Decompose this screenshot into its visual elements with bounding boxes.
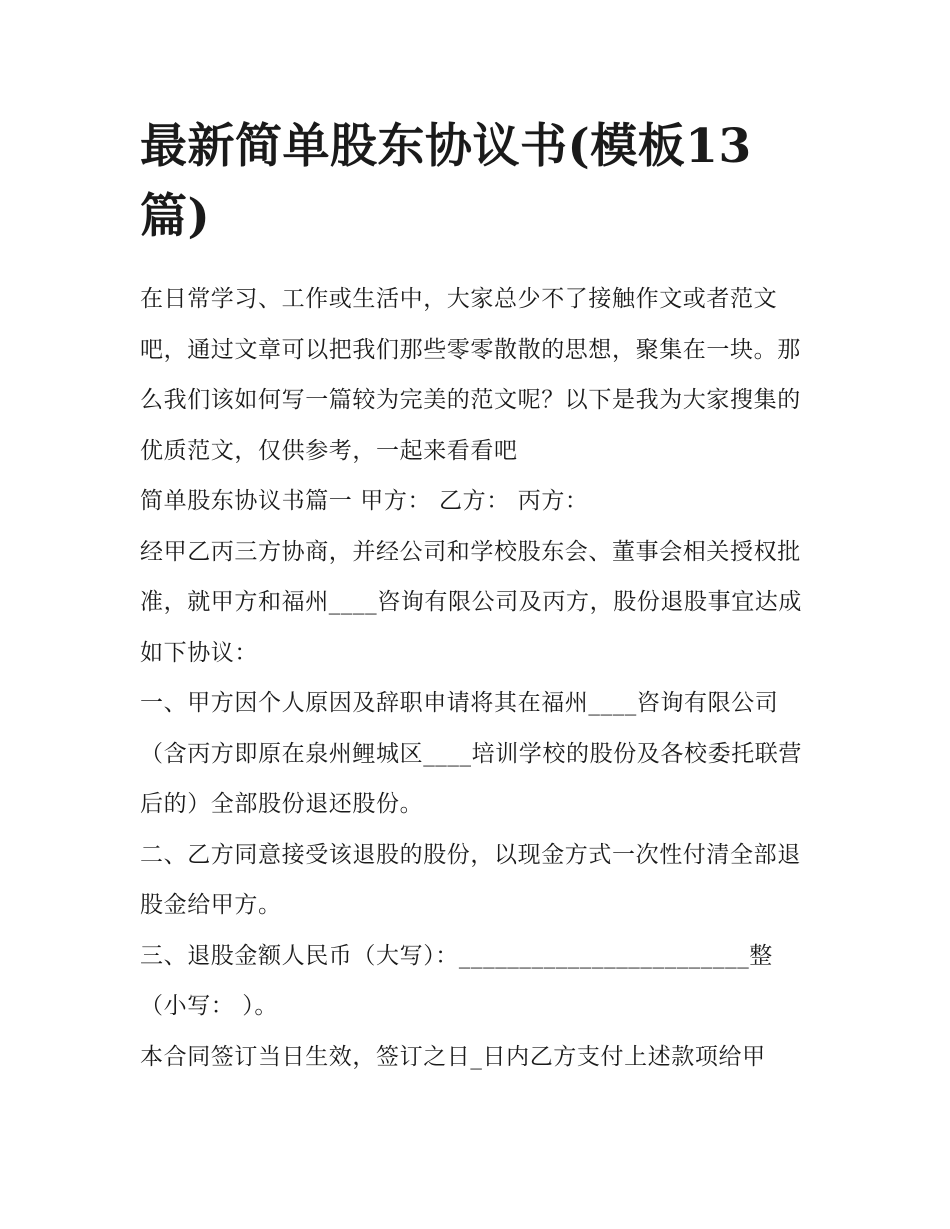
clause-three: 三、退股金额人民币（大写）：________________________整（小写： ）。 xyxy=(140,942,773,1019)
document-content xyxy=(140,112,820,1082)
clause-two: 二、乙方同意接受该退股的股份，以现金方式一次性付清全部退股金给甲方。 xyxy=(140,841,801,918)
intro-paragraph: 在日常学习、工作或生活中，大家总少不了接触作文或者范文吧，通过文章可以把我们那些零零散散的思想，聚集在一块。那么我们该如何写一篇较为完美的范文呢？以下是我为大家搜集的优质范文，仅供参考，一起来看看吧 xyxy=(140,286,801,464)
effective-date-clause: 本合同签订当日生效，签订之日_日内乙方支付上述款项给甲 xyxy=(140,1043,766,1070)
agreement-parties-line: 简单股东协议书篇一 甲方： 乙方： 丙方： xyxy=(140,488,589,514)
document-body xyxy=(140,274,820,1082)
document-title: 最新简单股东协议书(模板13篇) xyxy=(140,119,752,244)
clause-one: 一、甲方因个人原因及辞职申请将其在福州____咨询有限公司（含丙方即原在泉州鲤城区____培训学校的股份及各校委托联营后的）全部股份退还股份。 xyxy=(140,690,802,817)
agreement-preamble: 经甲乙丙三方协商，并经公司和学校股东会、董事会相关授权批准，就甲方和福州____咨询有限公司及丙方，股份退股事宜达成如下协议： xyxy=(140,538,802,666)
